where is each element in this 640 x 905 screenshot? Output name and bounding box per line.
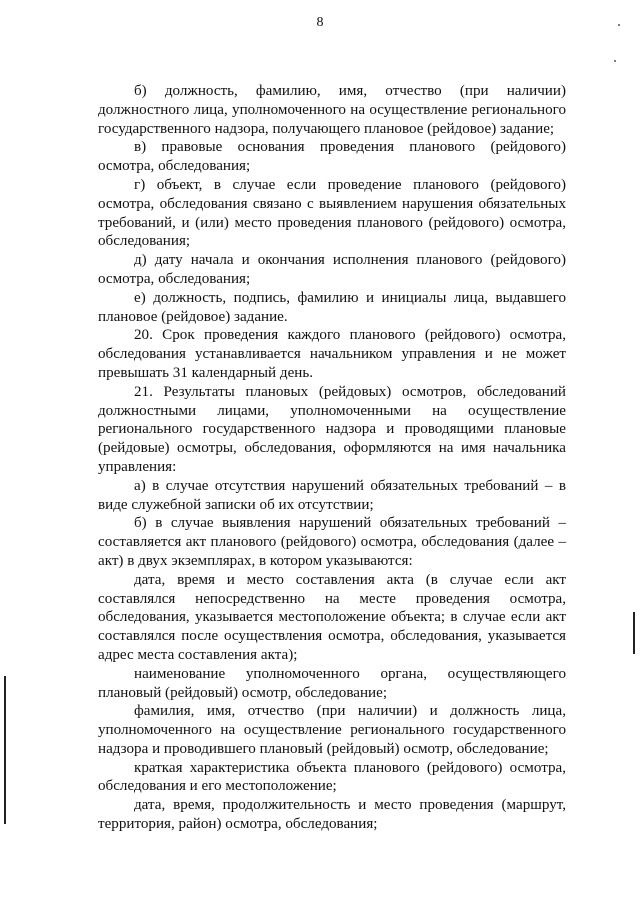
paragraph-item-v: в) правовые основания проведения планового (рейдового) осмотра, обследования; [98,139,566,175]
paragraph-act-authority: наименование уполномоченного органа, осуществляющего плановый (рейдовый) осмотр, обследование; [98,665,566,701]
paragraph-item-b-act: б) в случае выявления нарушений обязательных требований – составляется акт планового (рейдового) осмотра, обследования (далее – акт) в двух экземплярах, в котором указываются: [98,515,566,569]
paragraph-clause-20: 20. Срок проведения каждого планового (рейдового) осмотра, обследования устанавливается начальником управления и не может превышать 31 календарный день. [98,327,566,381]
paragraph-act-date: дата, время и место составления акта (в случае если акт составлялся непосредственно на месте проведения осмотра, обследования, указывается местоположение объекта; в случае если акт составлялся после осуществления осмотра, обследования, указывается адрес места составления акта); [98,571,566,663]
paragraph-item-e: е) должность, подпись, фамилию и инициалы лица, выдавшего плановое (рейдовое) задание. [98,289,566,325]
scan-edge-mark-left [4,676,6,824]
paragraph-item-b: б) должность, фамилию, имя, отчество (при наличии) должностного лица, уполномоченного на осуществление регионального государственного надзора, получающего плановое (рейдовое) задание; [98,83,566,137]
paragraph-clause-21: 21. Результаты плановых (рейдовых) осмотров, обследований должностными лицами, уполномоченными на осуществление регионального государственного надзора и проводящими плановые (рейдовые) осмотры, обследования, оформляются на имя начальника управления: [98,383,566,475]
paragraph-act-route: дата, время, продолжительность и место проведения (маршрут, территория, район) осмотра, обследования; [98,797,566,833]
document-body [98,82,566,834]
paragraph-act-official: фамилия, имя, отчество (при наличии) и должность лица, уполномоченного на осуществление регионального государственного надзора и проводившего плановый (рейдовый) осмотр, обследование; [98,703,566,757]
scan-edge-mark-right [633,612,635,654]
paragraph-item-g: г) объект, в случае если проведение планового (рейдового) осмотра, обследования связано с выявлением нарушения обязательных требований, и (или) место проведения планового (рейдового) осмотра, обследования; [98,176,566,250]
scan-speck [618,24,620,26]
page-number: 8 [316,15,324,30]
paragraph-act-object: краткая характеристика объекта планового (рейдового) осмотра, обследования и его местоположение; [98,759,566,795]
paragraph-item-d: д) дату начала и окончания исполнения планового (рейдового) осмотра, обследования; [98,252,566,287]
scan-speck [614,60,616,62]
paragraph-item-a: а) в случае отсутствия нарушений обязательных требований – в виде служебной записки об их отсутствии; [98,477,566,513]
